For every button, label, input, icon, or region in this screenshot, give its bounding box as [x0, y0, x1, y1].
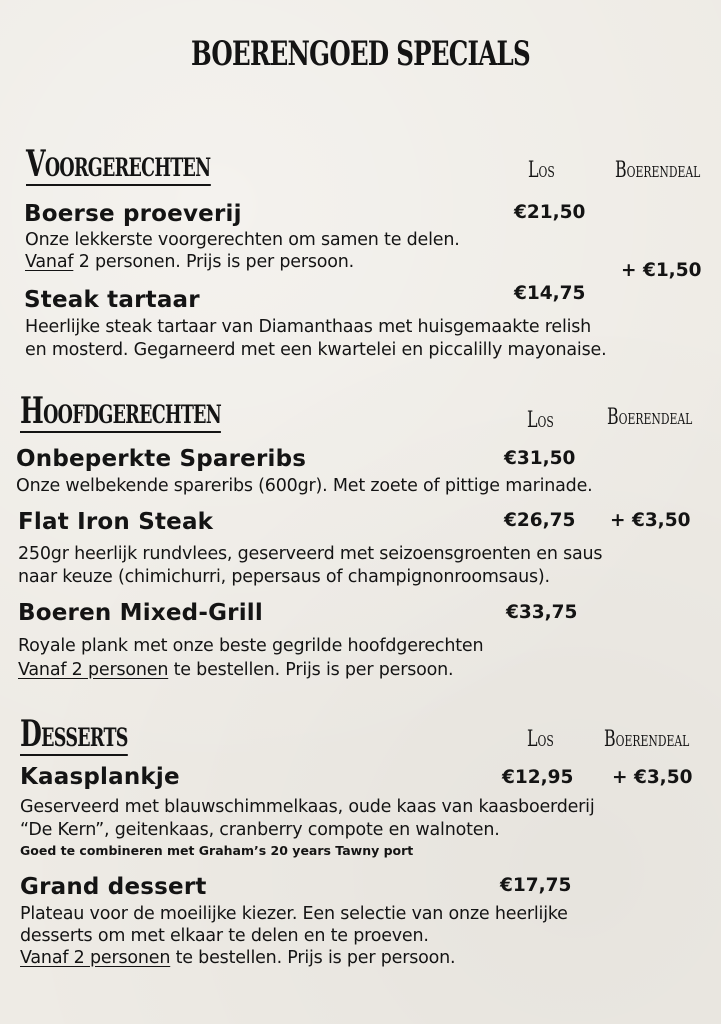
dish-description: desserts om met elkaar te delen en te proeven.	[20, 926, 429, 946]
column-header-los: Los	[528, 158, 555, 183]
dish-name: Flat Iron Steak	[18, 509, 214, 535]
dish-note: Goed te combineren met Graham’s 20 years Tawny port	[20, 843, 414, 858]
dish-name: Steak tartaar	[24, 287, 200, 313]
dish-description: “De Kern”, geitenkaas, cranberry compote en walnoten.	[20, 820, 500, 840]
dish-price-boerendeal: + €3,50	[612, 767, 693, 788]
dish-description-rest: te bestellen. Prijs is per persoon.	[170, 948, 456, 968]
dish-description	[18, 659, 453, 681]
section-heading-desserts: Desserts	[20, 713, 128, 755]
dish-price-boerendeal: + €1,50	[621, 260, 702, 281]
section-heading-hoofdgerechten: Hoofdgerechten	[20, 390, 222, 432]
dish-price-boerendeal: + €3,50	[610, 510, 691, 531]
section-heading-voorgerechten: Voorgerechten	[26, 143, 211, 185]
dish-price-los: €14,75	[514, 283, 586, 304]
dish-description: Royale plank met onze beste gegrilde hoofdgerechten	[18, 636, 484, 656]
dish-price-los: €21,50	[514, 202, 586, 223]
dish-description: naar keuze (chimichurri, pepersaus of champignonroomsaus).	[18, 567, 550, 587]
dish-description: Heerlijke steak tartaar van Diamanthaas met huisgemaakte relish	[25, 317, 592, 337]
dish-description: Geserveerd met blauwschimmelkaas, oude kaas van kaasboerderij	[20, 797, 595, 817]
dish-description	[25, 251, 354, 273]
dish-price-los: €31,50	[504, 448, 576, 469]
dish-price-los: €33,75	[506, 602, 578, 623]
dish-description	[20, 947, 455, 969]
menu-title: BOERENGOED SPECIALS	[190, 34, 531, 74]
dish-description-underlined: Vanaf 2 personen	[20, 948, 171, 968]
dish-description-underlined: Vanaf 2 personen	[18, 660, 169, 680]
dish-description: 250gr heerlijk rundvlees, geserveerd met seizoensgroenten en saus	[18, 544, 603, 564]
dish-name: Boerse proeverij	[24, 201, 242, 227]
dish-price-los: €17,75	[500, 875, 572, 896]
dish-name: Grand dessert	[20, 874, 207, 900]
column-header-los: Los	[527, 408, 554, 433]
dish-price-los: €12,95	[502, 767, 574, 788]
dish-name: Kaasplankje	[20, 764, 180, 790]
column-header-boerendeal: Boerendeal	[604, 727, 690, 752]
dish-name: Onbeperkte Spareribs	[16, 446, 307, 472]
column-header-boerendeal: Boerendeal	[607, 405, 693, 430]
dish-price-los: €26,75	[504, 510, 576, 531]
dish-description-underlined: Vanaf	[25, 252, 74, 272]
dish-description-rest: te bestellen. Prijs is per persoon.	[168, 660, 454, 680]
dish-description: en mosterd. Gegarneerd met een kwartelei en piccalilly mayonaise.	[25, 340, 607, 360]
dish-description: Plateau voor de moeilijke kiezer. Een selectie van onze heerlijke	[20, 904, 568, 924]
column-header-los: Los	[527, 727, 554, 752]
dish-description: Onze welbekende spareribs (600gr). Met zoete of pittige marinade.	[16, 476, 593, 496]
dish-name: Boeren Mixed-Grill	[18, 600, 263, 626]
dish-description: Onze lekkerste voorgerechten om samen te delen.	[25, 230, 460, 250]
dish-description-rest: 2 personen. Prijs is per persoon.	[73, 252, 355, 272]
column-header-boerendeal: Boerendeal	[615, 158, 701, 183]
